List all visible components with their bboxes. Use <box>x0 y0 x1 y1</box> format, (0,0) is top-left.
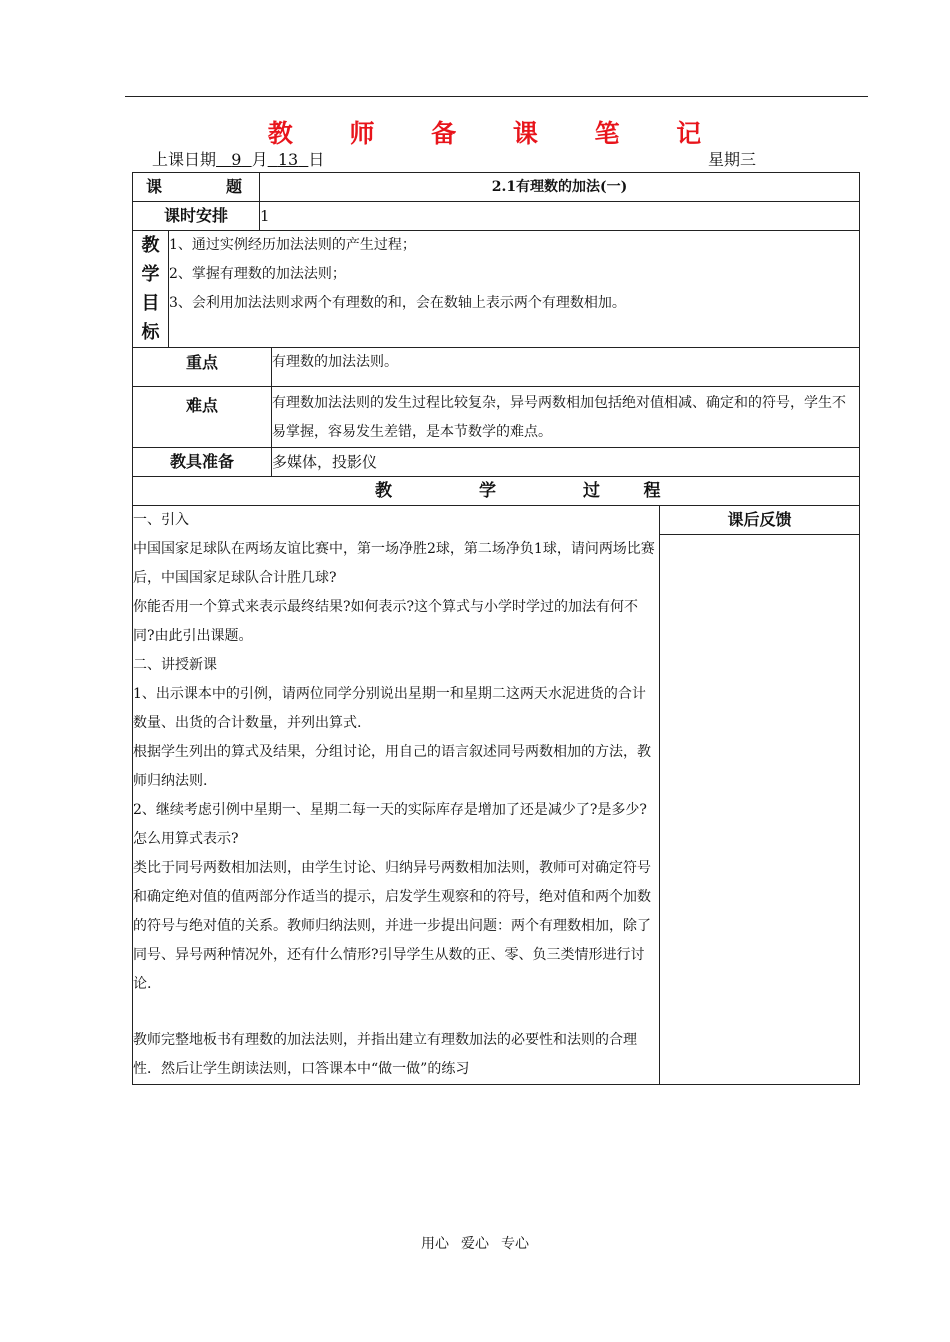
period-value: 1 <box>260 202 860 231</box>
feedback-label: 课后反馈 <box>660 506 859 535</box>
teaching-tools-value: 多媒体，投影仪 <box>272 448 860 477</box>
process-paragraph: 中国国家足球队在两场友谊比赛中，第一场净胜2球，第二场净负1球，请问两场比赛后，中国国家足球队合计胜几球? <box>133 541 655 586</box>
process-paragraph: 一、引入 <box>133 512 189 528</box>
process-content <box>133 506 660 1085</box>
key-point-row <box>133 348 860 387</box>
goals-row <box>133 231 860 348</box>
process-paragraph: 二、讲授新课 <box>133 657 217 673</box>
process-paragraph: 1、出示课本中的引例，请两位同学分别说出星期一和星期二这两天水泥进货的合计数量、出货的合计数量，并列出算式. <box>133 686 646 731</box>
goals-label-char: 标 <box>141 322 160 343</box>
footer-word: 爱心 <box>461 1236 489 1252</box>
page-footer <box>0 1233 950 1253</box>
process-heading-char: 过 <box>583 481 600 501</box>
key-point-label: 重点 <box>133 348 272 387</box>
process-heading-char: 教 <box>375 481 392 501</box>
goal-item: 3、会利用加法法则求两个有理数的和，会在数轴上表示两个有理数相加。 <box>169 295 626 311</box>
goals-label-char: 教 <box>141 235 160 256</box>
teaching-tools-row <box>133 448 860 477</box>
footer-word: 专心 <box>501 1236 529 1252</box>
process-heading-row <box>133 477 860 506</box>
difficulty-label: 难点 <box>133 387 272 448</box>
period-label: 课时安排 <box>133 202 260 231</box>
period-row <box>133 202 860 231</box>
difficulty-row <box>133 387 860 448</box>
date-day-unit: 日 <box>308 150 325 169</box>
process-paragraph: 教师完整地板书有理数的加法法则，并指出建立有理数加法的必要性和法则的合理性．然后让学生朗读法则，口答课本中“做一做”的练习 <box>133 1032 637 1077</box>
feedback-column <box>660 506 860 1085</box>
date-label: 上课日期 <box>152 150 217 169</box>
goals-label-char: 目 <box>141 293 160 314</box>
footer-word: 用心 <box>421 1236 449 1252</box>
goals-list <box>169 231 860 348</box>
difficulty-value: 有理数加法法则的发生过程比较复杂，异号两数相加包括绝对值相减、确定和的符号，学生不易掌握，容易发生差错，是本节数学的难点。 <box>272 387 860 448</box>
process-paragraph: 你能否用一个算式来表示最终结果?如何表示?这个算式与小学时学过的加法有何不同?由此引出课题。 <box>133 599 639 644</box>
lesson-plan-table <box>132 172 860 1085</box>
process-paragraph: 根据学生列出的算式及结果，分组讨论，用自己的语言叙述同号两数相加的方法，教师归纳法则. <box>133 744 651 789</box>
goals-label-char: 学 <box>141 264 160 285</box>
topic-row <box>133 173 860 202</box>
process-paragraph: 类比于同号两数相加法则，由学生讨论、归纳异号两数相加法则，教师可对确定符号和确定绝对值的值两部分作适当的提示，启发学生观察和的符号，绝对值和两个加数的符号与绝对值的关系。教师归纳法则，并进一步提出问题：两个有理数相加，除了同号、异号两种情况外，还有什么情形?引导学生从数的正、零、负三类情形进行讨论. <box>133 860 651 992</box>
date-day-blank <box>268 150 309 169</box>
process-body-row <box>133 506 860 1085</box>
process-paragraph: 2、继续考虑引例中星期一、星期二每一天的实际库存是增加了还是减少了?是多少?怎么用算式表示? <box>133 802 647 847</box>
date-month: 9 <box>231 150 242 169</box>
topic-value: 2.1有理数的加法(一) <box>260 173 860 202</box>
goal-item: 1、通过实例经历加法法则的产生过程； <box>169 237 416 253</box>
class-date-line <box>152 147 324 170</box>
process-heading-char: 学 <box>479 481 496 501</box>
process-heading-char: 程 <box>643 481 661 501</box>
teaching-tools-label: 教具准备 <box>133 448 272 477</box>
weekday: 星期三 <box>708 150 757 169</box>
paragraph-gap <box>133 999 659 1026</box>
date-month-unit: 月 <box>251 150 268 169</box>
key-point-value: 有理数的加法法则。 <box>272 348 860 387</box>
goals-label <box>133 231 169 348</box>
topic-label: 课 题 <box>133 173 260 202</box>
process-heading <box>133 477 860 506</box>
goal-item: 2、掌握有理数的加法法则； <box>169 266 346 282</box>
date-day: 13 <box>277 150 299 169</box>
top-rule <box>125 96 868 97</box>
document-title: 教 师 备 课 笔 记 <box>267 119 726 148</box>
date-month-blank <box>216 150 252 169</box>
